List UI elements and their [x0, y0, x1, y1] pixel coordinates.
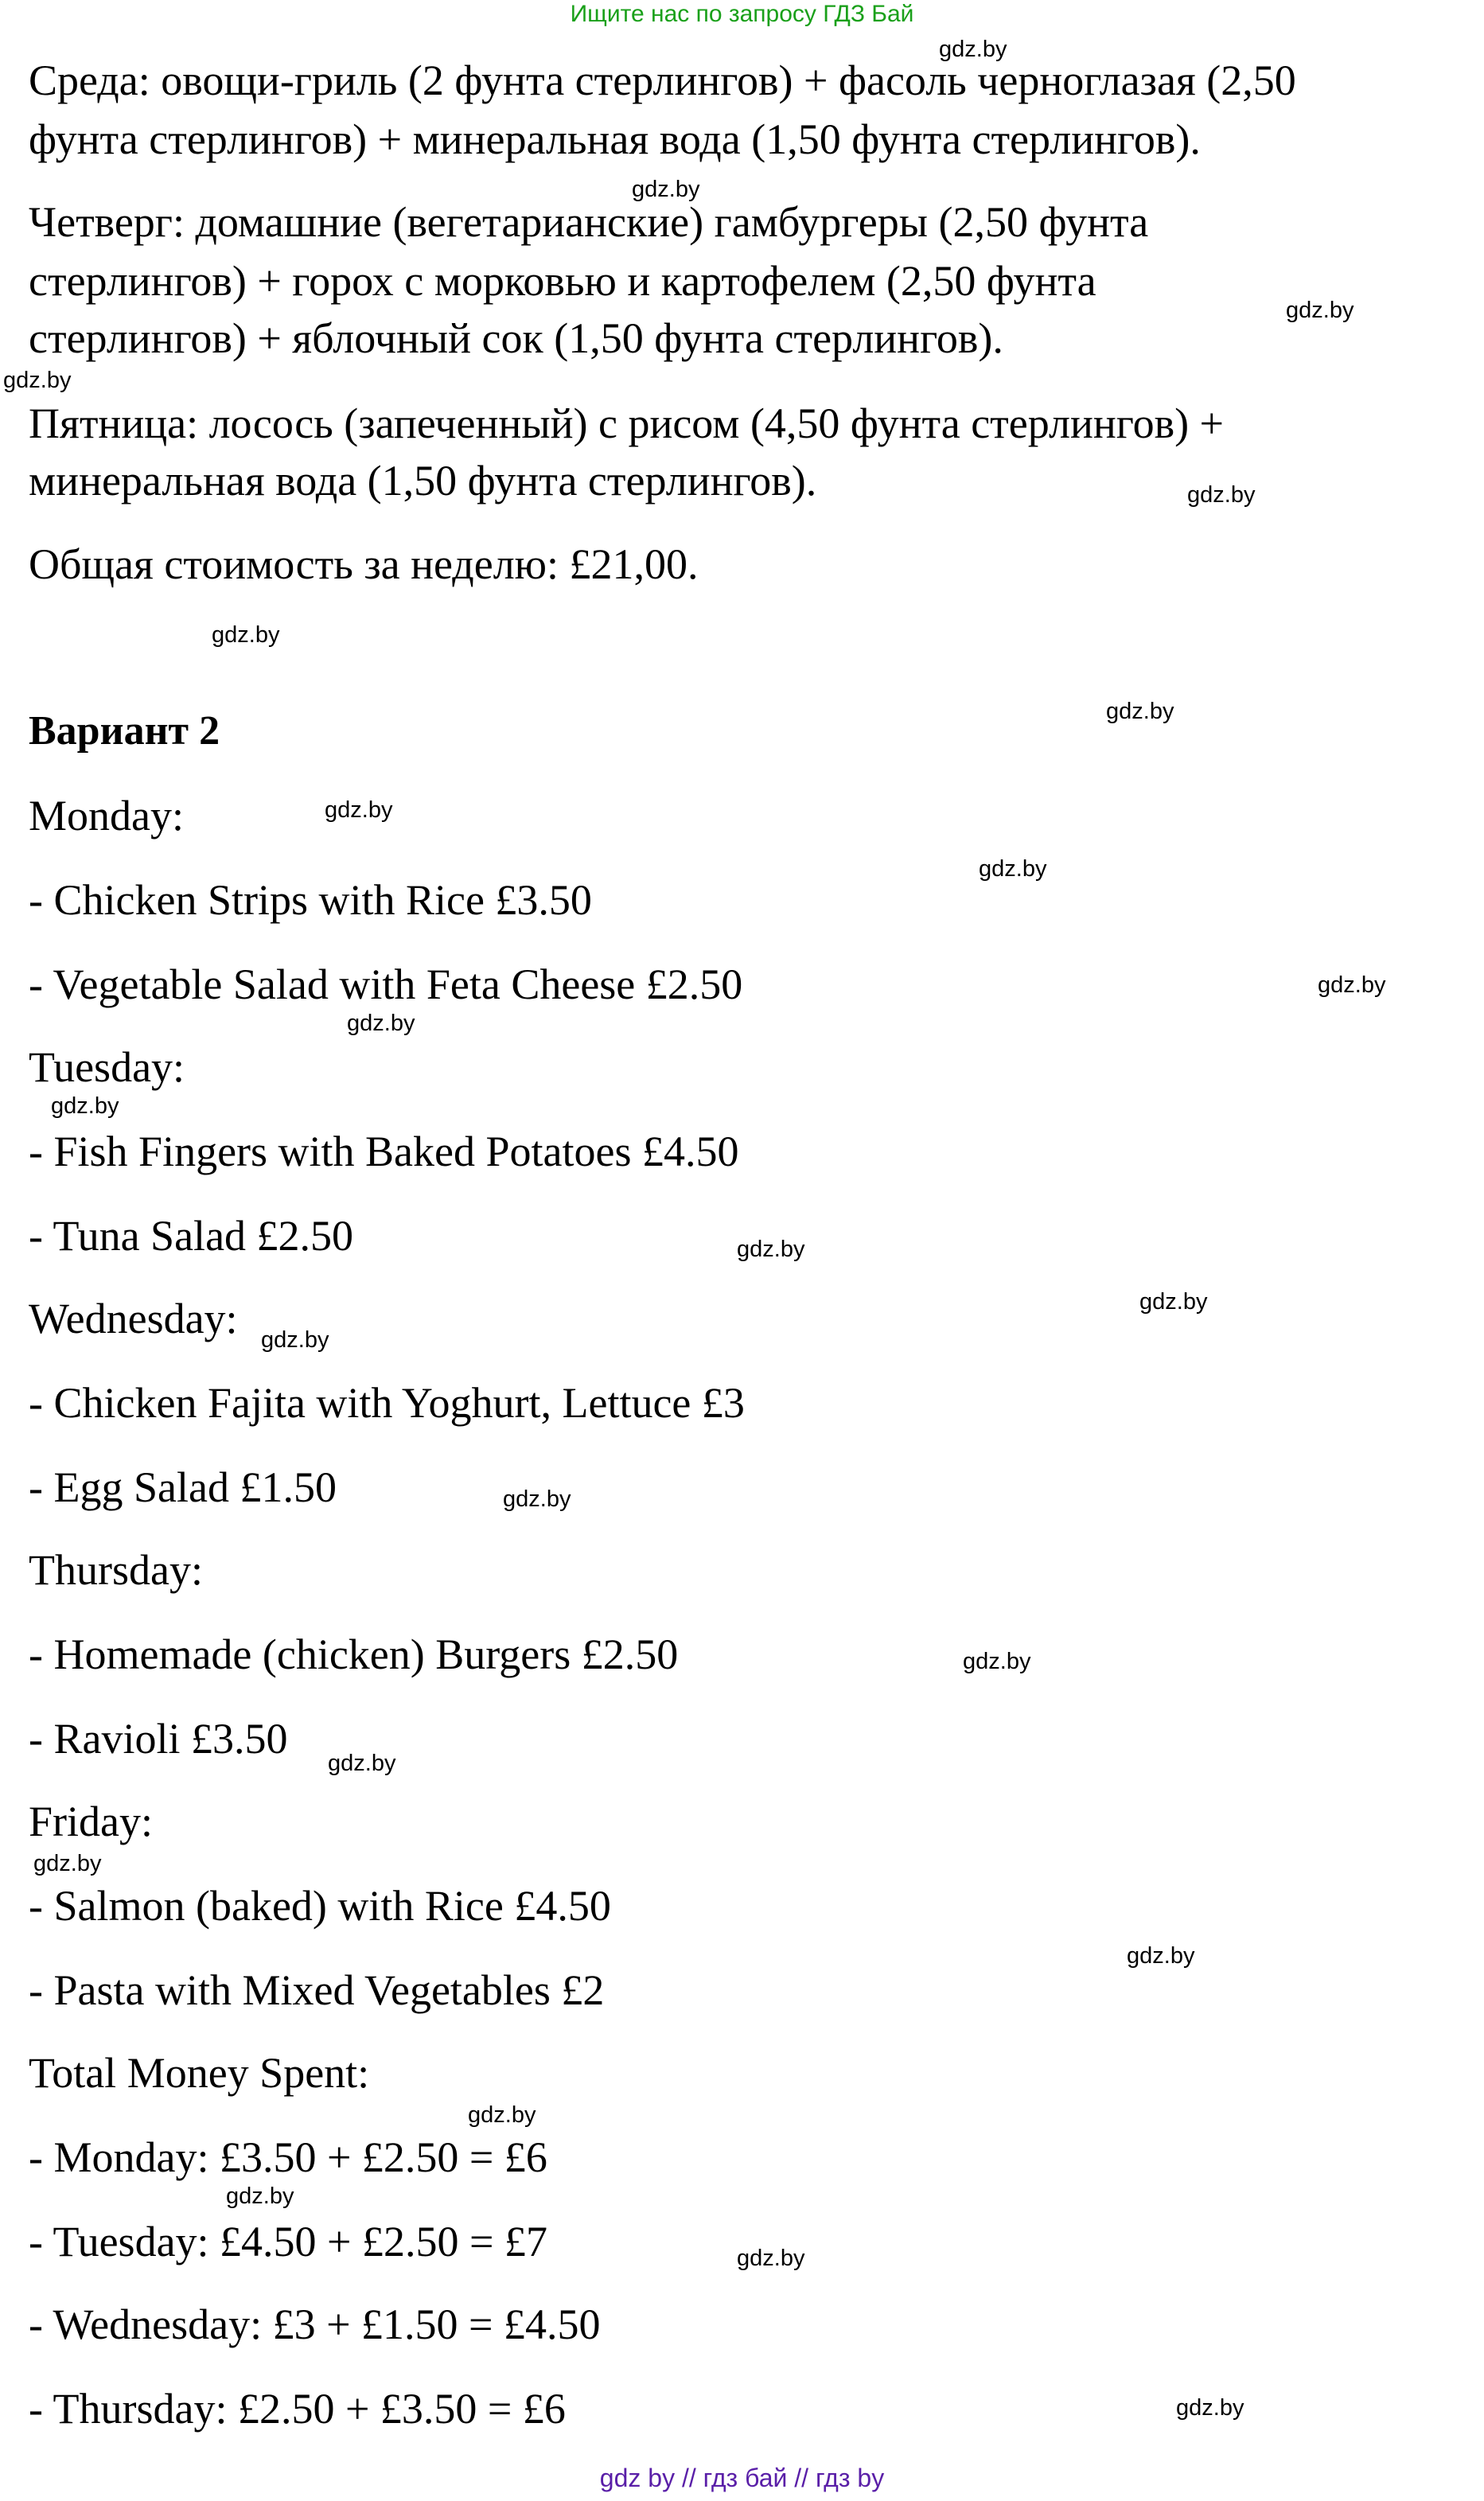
watermark: gdz.by: [328, 1751, 396, 1776]
menu-line: - Tuesday: £4.50 + £2.50 = £7: [29, 2218, 547, 2265]
watermark: gdz.by: [503, 1486, 571, 1512]
watermark: gdz.by: [979, 856, 1047, 882]
menu-line: - Chicken Fajita with Yoghurt, Lettuce £3: [29, 1379, 745, 1427]
menu-line: - Thursday: £2.50 + £3.50 = £6: [29, 2385, 566, 2433]
wednesday-line-1: Среда: овощи-гриль (2 фунта стерлингов) + фасоль черноглазая (2,50: [29, 56, 1296, 104]
menu-line: Total Money Spent:: [29, 2049, 370, 2097]
watermark: gdz.by: [33, 1851, 102, 1876]
menu-line: - Pasta with Mixed Vegetables £2: [29, 1966, 605, 2014]
menu-line: - Ravioli £3.50: [29, 1715, 288, 1763]
menu-line: Thursday:: [29, 1546, 203, 1594]
weekly-total: Общая стоимость за неделю: £21,00.: [29, 540, 699, 588]
watermark: gdz.by: [468, 2102, 536, 2128]
menu-line: Friday:: [29, 1798, 153, 1845]
menu-line: Monday:: [29, 792, 184, 840]
watermark: gdz.by: [939, 37, 1007, 62]
watermark: gdz.by: [1139, 1289, 1208, 1315]
menu-line: - Wednesday: £3 + £1.50 = £4.50: [29, 2300, 601, 2348]
watermark: gdz.by: [325, 797, 393, 823]
watermark: gdz.by: [1106, 699, 1174, 724]
menu-line: - Fish Fingers with Baked Potatoes £4.50: [29, 1128, 739, 1175]
watermark: gdz.by: [1176, 2395, 1244, 2421]
menu-line: - Chicken Strips with Rice £3.50: [29, 876, 592, 924]
friday-line-2: минеральная вода (1,50 фунта стерлингов).: [29, 457, 817, 504]
watermark: gdz.by: [261, 1327, 329, 1353]
watermark: gdz.by: [737, 1237, 805, 1262]
menu-line: - Egg Salad £1.50: [29, 1463, 337, 1511]
watermark: gdz.by: [347, 1011, 415, 1036]
thursday-line-2: стерлингов) + горох с морковью и картофелем (2,50 фунта: [29, 257, 1096, 305]
watermark: gdz.by: [1127, 1943, 1195, 1969]
watermark: gdz.by: [226, 2184, 294, 2209]
top-banner: Ищите нас по запросу ГДЗ Бай: [570, 1, 914, 27]
menu-line: - Monday: £3.50 + £2.50 = £6: [29, 2133, 547, 2181]
watermark: gdz.by: [1187, 482, 1256, 508]
menu-line: - Vegetable Salad with Feta Cheese £2.50: [29, 960, 743, 1008]
watermark: gdz.by: [737, 2246, 805, 2271]
menu-line: Wednesday:: [29, 1295, 238, 1342]
watermark: gdz.by: [1286, 298, 1354, 323]
friday-line-1: Пятница: лосось (запеченный) с рисом (4,50 фунта стерлингов) +: [29, 399, 1225, 447]
wednesday-line-2: фунта стерлингов) + минеральная вода (1,50 фунта стерлингов).: [29, 115, 1201, 163]
menu-line: Tuesday:: [29, 1043, 185, 1091]
thursday-line-3: стерлингов) + яблочный сок (1,50 фунта стерлингов).: [29, 314, 1003, 362]
menu-line: - Tuna Salad £2.50: [29, 1212, 354, 1260]
footer-links: gdz by // гдз бай // гдз by: [599, 2464, 885, 2492]
watermark: gdz.by: [212, 622, 280, 648]
watermark: gdz.by: [1318, 972, 1386, 998]
menu-line: - Homemade (chicken) Burgers £2.50: [29, 1630, 679, 1678]
watermark: gdz.by: [963, 1649, 1031, 1674]
watermark: gdz.by: [51, 1093, 119, 1119]
menu-line: - Salmon (baked) with Rice £4.50: [29, 1882, 611, 1930]
variant-2-heading: Вариант 2: [29, 708, 220, 754]
thursday-line-1: Четверг: домашние (вегетарианские) гамбургеры (2,50 фунта: [29, 198, 1149, 246]
watermark: gdz.by: [632, 177, 700, 202]
watermark: gdz.by: [3, 368, 72, 393]
